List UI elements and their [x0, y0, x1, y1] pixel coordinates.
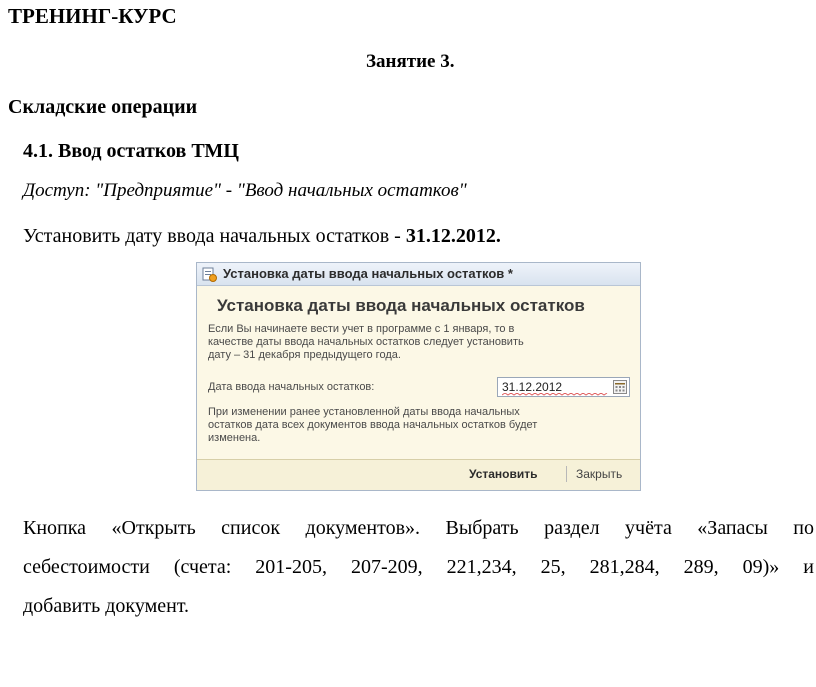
hint-line: качестве даты ввода начальных остатков следует установить [208, 336, 524, 348]
opening-date-input[interactable] [497, 377, 630, 397]
warning-line: изменена. [208, 432, 261, 444]
dialog-title-bar [197, 263, 640, 286]
course-title: ТРЕНИНГ-КУРС [8, 4, 177, 28]
subsection-title: 4.1. Ввод остатков ТМЦ [23, 140, 239, 162]
date-field-label: Дата ввода начальных остатков: [208, 381, 375, 393]
form-icon [201, 266, 217, 282]
dialog-warning [208, 406, 537, 445]
set-button[interactable]: Установить [469, 467, 538, 481]
hint-line: Если Вы начинаете вести учет в программе с 1 января, то в [208, 323, 515, 335]
hint-line: дату – 31 декабря предыдущего года. [208, 349, 401, 361]
access-path: Доступ: "Предприятие" - "Ввод начальных остатков" [23, 180, 467, 201]
warning-line: остатков дата всех документов ввода начальных остатков будет [208, 419, 538, 431]
warning-line: При изменении ранее установленной даты ввода начальных [208, 406, 520, 418]
instruction-text: Установить дату ввода начальных остатков - [23, 225, 406, 247]
dialog-hint [208, 323, 524, 362]
instruction [23, 225, 501, 248]
instruction-paragraph [23, 509, 814, 626]
lesson-title: Занятие 3. [366, 51, 455, 72]
opening-date-value: 31.12.2012 [502, 380, 563, 394]
section-title: Складские операции [8, 96, 198, 118]
paragraph-line: добавить документ. [23, 595, 190, 617]
spellcheck-underline [502, 393, 608, 397]
close-button[interactable]: Закрыть [576, 467, 623, 481]
paragraph-line: Кнопка «Открыть список документов». Выбрать раздел учёта «Запасы по [23, 517, 814, 539]
button-divider [566, 466, 567, 482]
calendar-icon[interactable] [613, 380, 627, 394]
dialog-title: Установка даты ввода начальных остатков * [223, 266, 513, 281]
dialog-footer [197, 459, 640, 490]
instruction-date: 31.12.2012. [405, 225, 501, 247]
opening-balance-date-dialog [196, 262, 641, 491]
dialog-heading: Установка даты ввода начальных остатков [217, 296, 585, 315]
paragraph-line: себестоимости (счета: 201-205, 207-209, 221,234, 25, 281,284, 289, 09)» и [23, 556, 814, 578]
